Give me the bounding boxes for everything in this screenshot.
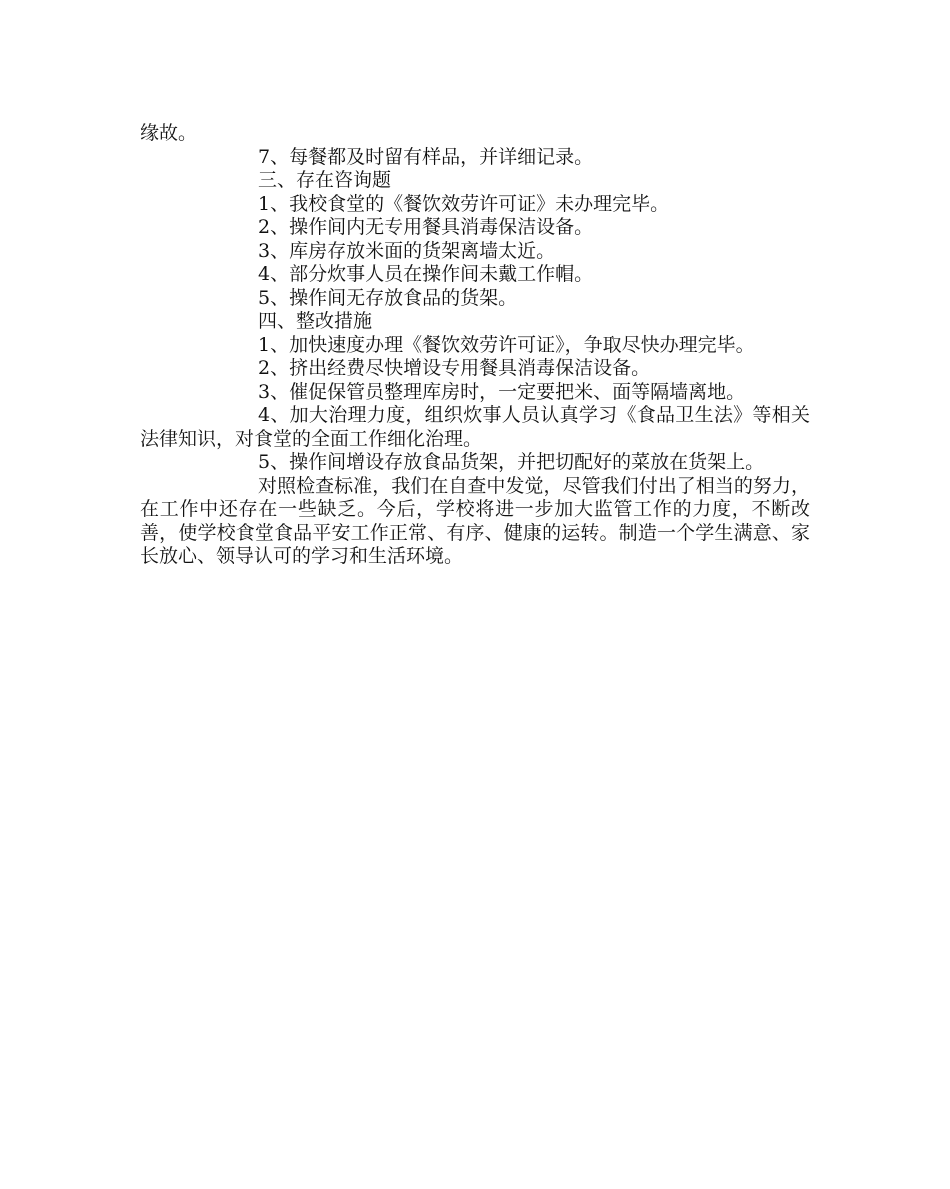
measure-item-4: 4、加大治理力度，组织炊事人员认真学习《食品卫生法》等相关法律知识，对食堂的全面工作细化治理。	[140, 404, 810, 450]
measure-item-3: 3、催促保管员整理库房时，一定要把米、面等隔墙离地。	[258, 380, 746, 403]
problem-item-2: 2、操作间内无专用餐具消毒保洁设备。	[258, 216, 594, 238]
problem-item-5: 5、操作间无存放食品的货架。	[258, 286, 518, 309]
problem-item-3: 3、库房存放米面的货架离墙太近。	[258, 239, 556, 262]
paragraph-item-7: 7、每餐都及时留有样品，并详细记录。	[258, 145, 594, 168]
closing-paragraph: 对照检查标准，我们在自查中发觉，尽管我们付出了相当的努力，在工作中还存在一些缺乏。今后，学校将进一步加大监管工作的力度，不断改善，使学校食堂食品平安工作正常、有序、健康的运转。制造一个学生满意、家长放心、领导认可的学习和生活环境。	[140, 474, 810, 567]
paragraph-continuation: 缘故。	[140, 122, 198, 144]
section-heading-measures: 四、整改措施	[258, 310, 373, 332]
problem-item-4: 4、部分炊事人员在操作间未戴工作帽。	[258, 263, 594, 285]
measure-item-2: 2、挤出经费尽快增设专用餐具消毒保洁设备。	[258, 357, 651, 379]
section-heading-problems: 三、存在咨询题	[258, 169, 392, 191]
problem-item-1: 1、我校食堂的《餐饮效劳许可证》未办理完毕。	[258, 192, 670, 215]
measure-item-1: 1、加快速度办理《餐饮效劳许可证》，争取尽快办理完毕。	[258, 333, 755, 356]
measure-item-5: 5、操作间增设存放食品货架，并把切配好的菜放在货架上。	[258, 451, 765, 473]
document-body	[140, 122, 810, 569]
